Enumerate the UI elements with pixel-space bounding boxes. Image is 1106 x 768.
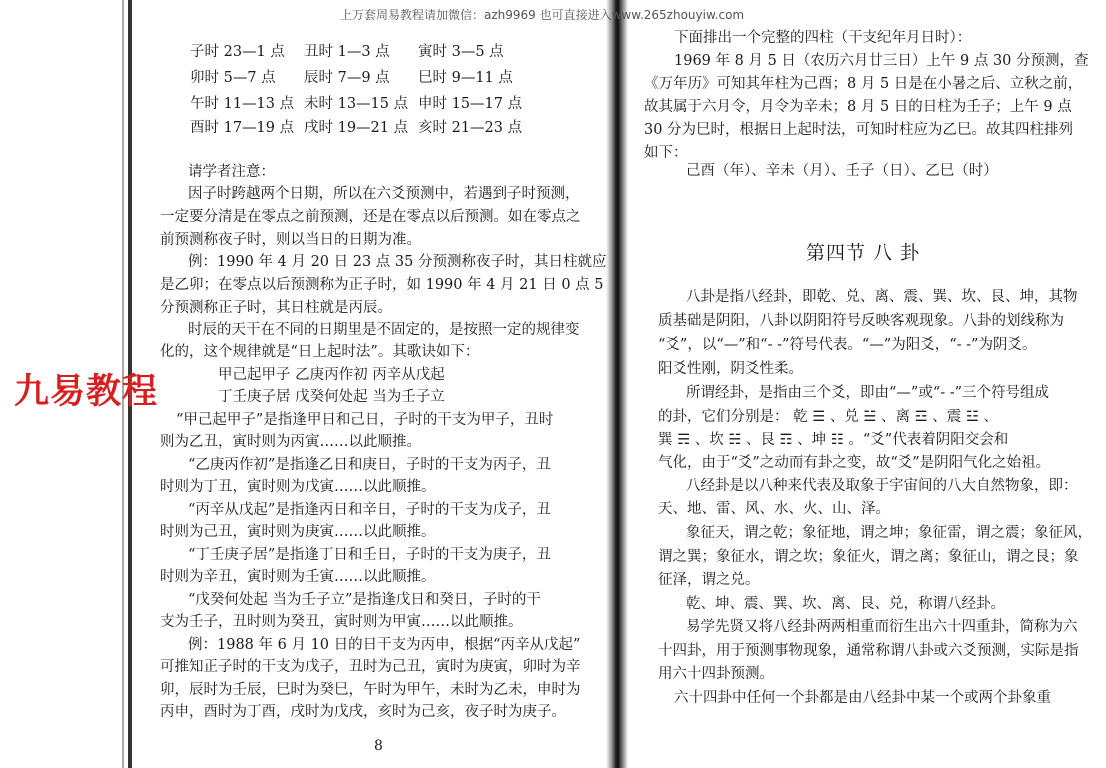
trigram-line: 巽 ☴ 、坎 ☵ 、艮 ☶ 、坤 ☷ 。“爻”代表着阴阳交会和 xyxy=(658,432,1009,448)
verse-line: 甲己起甲子 乙庚丙作初 丙辛从戊起 xyxy=(218,367,445,383)
text-line: 可推知正子时的干支为戊子，丑时为己丑，寅时为庚寅，卯时为辛 xyxy=(160,659,581,675)
text-line: 天、地、雷、风、水、火、山、泽。 xyxy=(658,501,890,517)
text-line: 时则为己丑，寅时则为庚寅……以此顺推。 xyxy=(160,524,436,540)
text-line: 如下： xyxy=(644,145,688,161)
text-line: “戊癸何处起 当为壬子立”是指逢戊日和癸日，子时的干 xyxy=(188,592,541,608)
text-line: “爻”，以“—”和“- -”符号代表。“—”为阳爻，“- -”为阴爻。 xyxy=(658,337,1037,353)
text-line: 是乙卯；在零点以后预测称为正子时，如 1990 年 4 月 21 日 0 点 5 xyxy=(160,277,604,293)
text-line: 气化，由于“爻”之动而有卦之变，故“爻”是阴阳气化之始祖。 xyxy=(658,455,1051,471)
section-title: 第四节 八 卦 xyxy=(806,242,921,264)
text-line: 支为壬子，丑时则为癸丑，寅时则为甲寅……以此顺推。 xyxy=(160,614,523,630)
time-row: 酉时 17—19 点 戌时 19—21 点 亥时 21—23 点 xyxy=(190,120,523,136)
watermark-header: 上万套周易教程请加微信：azh9969 也可直接进入www.265zhouyiw.com xyxy=(340,8,745,22)
text-line: 征泽，谓之兑。 xyxy=(658,572,760,588)
text-line: 化的，这个规律就是“日上起时法”。其歌诀如下： xyxy=(160,344,480,360)
text-line: 请学者注意： xyxy=(188,164,275,180)
text-line: 时则为丁丑，寅时则为戊寅……以此顺推。 xyxy=(160,479,436,495)
text-line: 例：1988 年 6 月 10 日的日干支为丙申，根据“丙辛从戊起” xyxy=(188,637,581,653)
text-line: “丁壬庚子居”是指逢丁日和壬日，子时的干支为庚子，丑 xyxy=(188,547,551,563)
page-number: 8 xyxy=(374,738,383,754)
text-line: 时辰的天干在不同的日期里是不固定的，是按照一定的规律变 xyxy=(188,322,580,338)
verse-line: 丁壬庚子居 戊癸何处起 当为壬子立 xyxy=(218,389,445,405)
text-line: 下面排出一个完整的四柱（干支纪年月日时）： xyxy=(674,30,972,46)
text-line: 分预测称正子时，其日柱就是丙辰。 xyxy=(160,300,392,316)
text-line: 卯，辰时为壬辰，巳时为癸巳，午时为甲午，未时为乙未，申时为 xyxy=(160,682,581,698)
text-line: 乾、坤、震、巽、坎、离、艮、兑，称谓八经卦。 xyxy=(686,596,1005,612)
text-line: 1969 年 8 月 5 日（农历六月廿三日）上午 9 点 30 分预测，查 xyxy=(674,53,1089,69)
right-page xyxy=(622,0,1106,768)
text-line: 象征天，谓之乾；象征地，谓之坤；象征雷，谓之震；象征风， xyxy=(686,525,1092,541)
text-line: 丙申，酉时为丁酉，戌时为戊戌，亥时为己亥，夜子时为庚子。 xyxy=(160,704,566,720)
text-line: “丙辛从戊起”是指逢丙日和辛日，子时的干支为戊子，丑 xyxy=(188,502,551,518)
trigram-line: 的卦，它们分别是： 乾 ☰ 、兑 ☱ 、离 ☲ 、震 ☳ 、 xyxy=(658,409,998,425)
text-line: 八经卦是以八种来代表及取象于宇宙间的八大自然物象，即： xyxy=(686,478,1078,494)
text-line: 谓之巽；象征水，谓之坎；象征火，谓之离；象征山，谓之艮；象 xyxy=(658,549,1079,565)
time-row: 卯时 5—7 点 辰时 7—9 点 巳时 9—11 点 xyxy=(190,70,513,86)
text-line: 十四卦，用于预测事物现象，通常称谓八卦或六爻预测，实际是指 xyxy=(658,643,1079,659)
text-line: “甲己起甲子”是指逢甲日和己日，子时的干支为甲子，丑时 xyxy=(176,412,554,428)
four-pillars-line: 己酉（年）、辛未（月）、壬子（日）、乙巳（时） xyxy=(686,163,998,179)
text-line: 因子时跨越两个日期，所以在六爻预测中，若遇到子时预测， xyxy=(188,186,580,202)
text-line: 易学先贤又将八经卦两两相重而衍生出六十四重卦，简称为六 xyxy=(686,619,1078,635)
text-line: 用六十四卦预测。 xyxy=(658,666,774,682)
text-line: 一定要分清是在零点之前预测，还是在零点以后预测。如在零点之 xyxy=(160,209,581,225)
text-line: 质基础是阴阳，八卦以阴阳符号反映客观现象。八卦的划线称为 xyxy=(658,313,1064,329)
text-line: 阳爻性刚，阴爻性柔。 xyxy=(658,361,803,377)
text-line: 例：1990 年 4 月 20 日 23 点 35 分预测称夜子时，其日柱就应 xyxy=(188,254,607,270)
text-line: 《万年历》可知其年柱为己酉；8 月 5 日是在小暑之后、立秋之前， xyxy=(644,76,1083,92)
text-line: 前预测称夜子时，则以当日的日期为准。 xyxy=(160,232,421,248)
text-line: 时则为辛丑，寅时则为壬寅……以此顺推。 xyxy=(160,569,436,585)
time-row: 子时 23—1 点 丑时 1—3 点 寅时 3—5 点 xyxy=(190,44,504,60)
time-row: 午时 11—13 点 未时 13—15 点 申时 15—17 点 xyxy=(190,96,523,112)
text-line: “乙庚丙作初”是指逢乙日和庚日，子时的干支为丙子，丑 xyxy=(188,457,551,473)
text-line: 则为乙丑，寅时则为丙寅……以此顺推。 xyxy=(160,434,421,450)
text-line: 30 分为巳时，根据日上起时法，可知时柱应为乙巳。故其四柱排列 xyxy=(644,122,1074,138)
text-line: 故其属于六月令，月令为辛未；8 月 5 日的日柱为壬子；上午 9 点 xyxy=(644,99,1072,115)
text-line: 六十四卦中任何一个卦都是由八经卦中某一个或两个卦象重 xyxy=(674,690,1051,706)
watermark-logo: 九易教程 xyxy=(14,372,159,412)
text-line: 八卦是指八经卦，即乾、兑、离、震、巽、坎、艮、坤，其物 xyxy=(686,289,1078,305)
text-line: 所谓经卦，是指由三个爻，即由“—”或“- -”三个符号组成 xyxy=(686,385,1050,401)
